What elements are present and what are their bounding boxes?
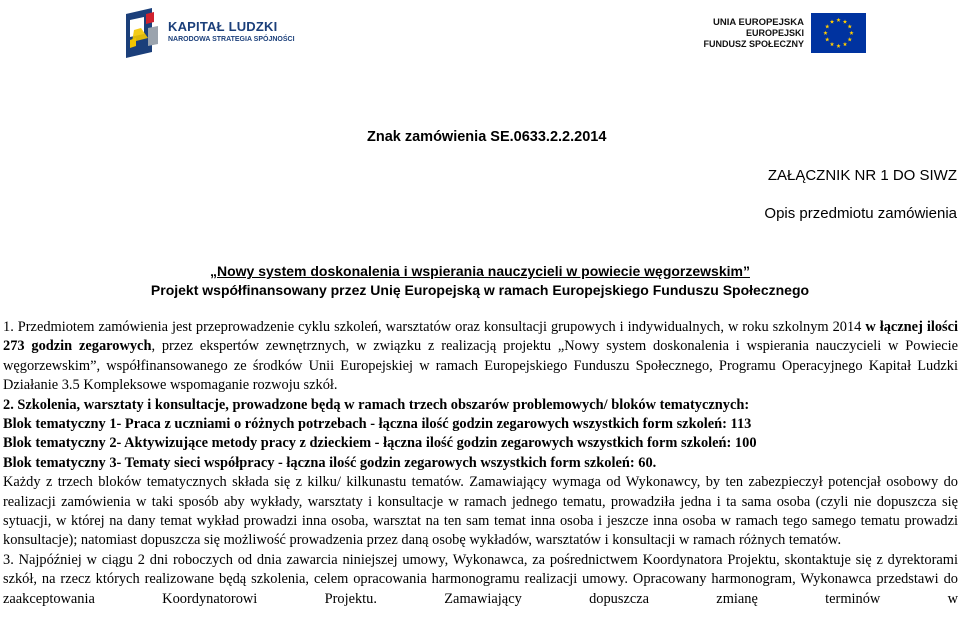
paragraph-1-text-a: 1. Przedmiotem zamówienia jest przeprowadzenie cyklu szkoleń, warsztatów oraz konsultacji grupowych i indywidualnych, w roku szkolnym 2014 (3, 319, 866, 335)
kapital-ludzki-subtitle: NARODOWA STRATEGIA SPÓJNOŚCI (168, 36, 295, 43)
paragraph-1 (3, 318, 958, 396)
block-2: Blok tematyczny 2- Aktywizujące metody pracy z dzieckiem - łączna ilość godzin zegarowych wszystkich form szkoleń: 100 (3, 435, 757, 452)
kapital-ludzki-title: KAPITAŁ LUDZKI (168, 19, 278, 34)
kapital-ludzki-emblem-icon (124, 8, 164, 58)
block-1: Blok tematyczny 1- Praca z uczniami o różnych potrzebach - łączna ilość godzin zegarowych wszystkich form szkoleń: 113 (3, 416, 752, 433)
paragraph-1-hours: w łącznej ilości 273 godzin zegarowych (3, 319, 959, 355)
document-subtitle: Opis przedmiotu zamówienia (764, 205, 957, 222)
paragraph-3: Każdy z trzech bloków tematycznych składa się z kilku/ kilkunastu tematów. Zamawiający wymaga od Wykonawcy, by ten zabezpieczył potencjał osobowy do realizacji zamówienia w taki sposób aby wykłady, warsztaty i konsultacje w ramach jednego tematu, prowadziła jedna i ta sama osoba (czyli nie dopuszcza się sytuacji, w której na dany temat wykład prowadzi inna osoba, warsztat na ten sam temat inna osoba i jeszcze inna osoba w ramach tego samego tematu prowadzi konsultacje); natomiast dopuszcza się możliwość prowadzenia przez daną osobę wykładów, warsztatów i konsultacji w ramach różnych tematów. (3, 474, 958, 549)
project-cofinanced-note: Projekt współfinansowany przez Unię Europejską w ramach Europejskiego Funduszu Społecznego (150, 282, 810, 298)
attachment-label: ZAŁĄCZNIK NR 1 DO SIWZ (767, 167, 957, 184)
eu-logo-line3: FUNDUSZ SPOŁECZNY (703, 39, 804, 49)
document-body (3, 318, 958, 609)
paragraph-1-text-c: , przez ekspertów zewnętrznych, w związku z realizacją projektu „Nowy system doskonalenia i wspierania nauczycieli w Powiecie węgorzewskim”, współfinansowanego ze środków Unii Europejskiej w ramach Europejskiego Funduszu Społecznego, Programu Operacyjnego Kapitał Ludzki Działanie 3.5 Kompleksowe wspomaganie rozwoju szkół. (3, 338, 958, 394)
paragraph-2: 2. Szkolenia, warsztaty i konsultacje, prowadzone będą w ramach trzech obszarów problemowych/ bloków tematycznych: (3, 396, 750, 413)
project-title: „Nowy system doskonalenia i wspierania nauczycieli w powiecie węgorzewskim” (210, 263, 750, 279)
eu-logo-line2: EUROPEJSKI (745, 28, 804, 38)
eu-logo-line1: UNIA EUROPEJSKA (713, 17, 804, 28)
order-number: Znak zamówienia SE.0633.2.2.2014 (367, 129, 607, 145)
eu-logo (698, 0, 880, 66)
block-3: Blok tematyczny 3- Tematy sieci współpracy - łączna ilość godzin zegarowych wszystkich form szkoleń: 60. (3, 454, 657, 471)
paragraph-4: 3. Najpóźniej w ciągu 2 dni roboczych od dnia zawarcia niniejszej umowy, Wykonawca, za pośrednictwem Koordynatora Projektu, skontaktuje się z dyrektorami szkół, na rzecz których realizowane będą szkolenia, celem opracowania harmonogramu realizacji umowy. Opracowany harmonogram, Wykonawca przedstawi do zaakceptowania Koordynatorowi Projektu. Zamawiający dopuszcza zmianę terminów w (3, 551, 958, 607)
eu-flag-icon (811, 13, 866, 53)
kapital-ludzki-logo (124, 8, 295, 58)
